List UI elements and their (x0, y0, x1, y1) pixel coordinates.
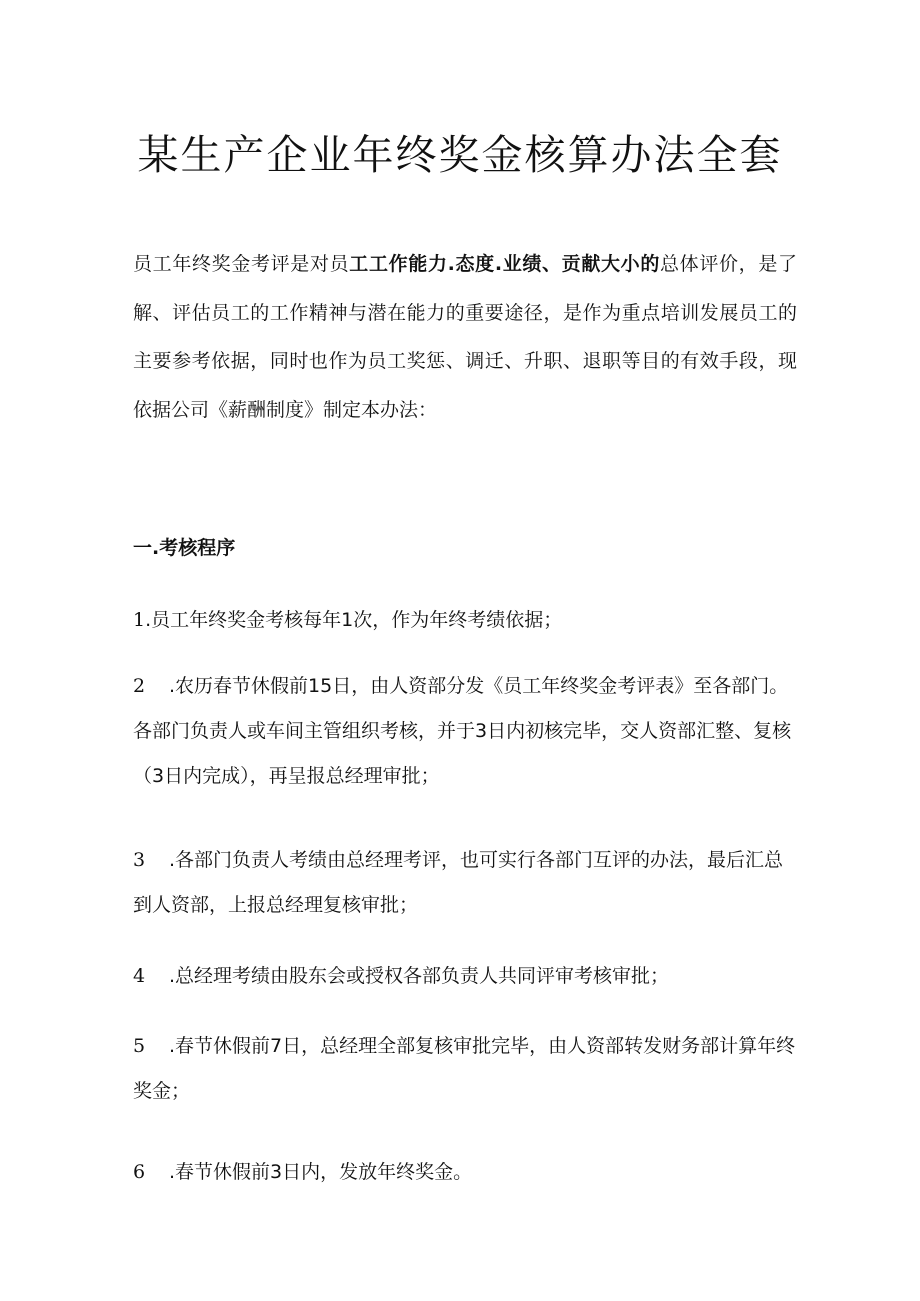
intro-text-part3: 总体评价，是了解、评估员工的工作精神与潜在能力的重要途径，是作为重点培训发展员工的主要参考依据，同时也作为员工奖惩、调迁、升职、退职等目的有效手段，现依据公司《薪酬制度》制定本办法： (133, 253, 797, 421)
item-text: .春节休假前7日，总经理全部复核审批完毕，由人资部转发财务部计算年终奖金； (133, 1035, 796, 1102)
item-number: 2 (133, 675, 146, 697)
list-item (133, 598, 797, 643)
list-item (133, 1024, 797, 1114)
item-number: 1 (133, 609, 146, 631)
intro-paragraph (133, 240, 797, 434)
intro-text-bold: 工工作能力.态度.业绩、贡献大小的 (349, 253, 660, 275)
item-text: .春节休假前3日内，发放年终奖金。 (169, 1161, 473, 1183)
item-text: .总经理考绩由股东会或授权各部负责人共同评审考核审批； (169, 965, 670, 987)
item-number: 6 (133, 1161, 146, 1183)
list-item (133, 1150, 797, 1195)
section-heading: 一.考核程序 (133, 537, 236, 559)
item-text: .各部门负责人考绩由总经理考评，也可实行各部门互评的办法，最后汇总到人资部，上报总经理复核审批； (133, 849, 784, 916)
item-text: .员工年终奖金考核每年1次，作为年终考绩依据； (145, 609, 563, 631)
item-text: .农历春节休假前15日，由人资部分发《员工年终奖金考评表》至各部门。各部门负责人或车间主管组织考核，并于3日内初核完毕，交人资部汇整、复核（3日内完成），再呈报总经理审批； (133, 675, 792, 787)
list-item (133, 954, 797, 999)
intro-text-part1: 员工年终奖金考评是对员 (133, 253, 350, 275)
item-number: 3 (133, 849, 146, 871)
list-item (133, 664, 797, 799)
list-item (133, 838, 797, 928)
item-number: 5 (133, 1035, 146, 1057)
document-title: 某生产企业年终奖金核算办法全套 (137, 131, 783, 179)
item-number: 4 (133, 965, 146, 987)
